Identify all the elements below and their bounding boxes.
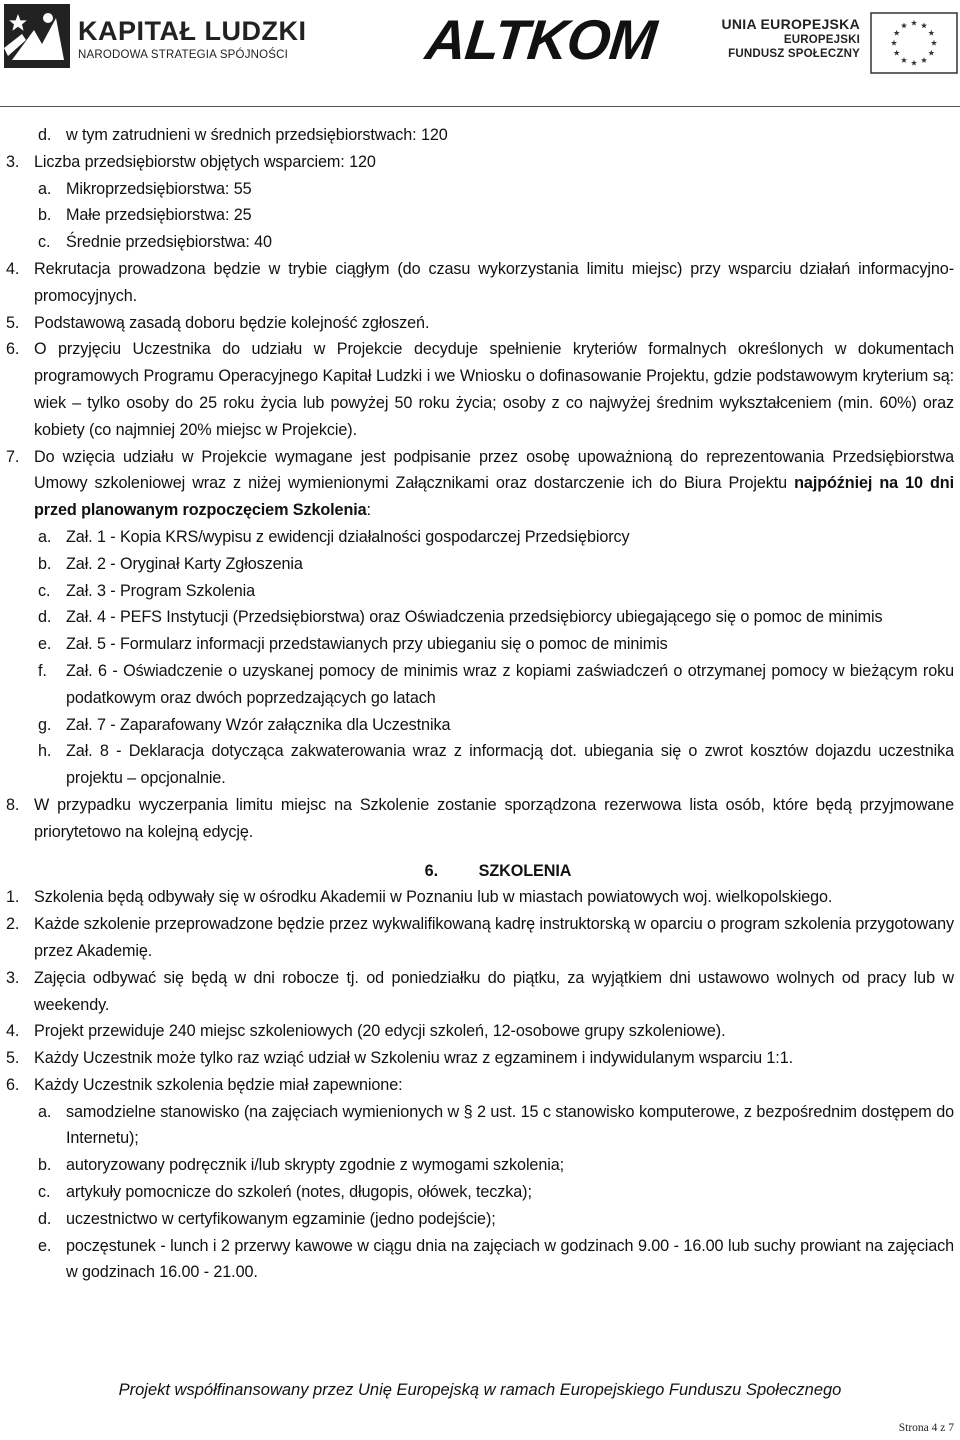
section-heading (0, 858, 960, 885)
eu-flag-icon (870, 12, 958, 74)
list-item-text: Szkolenia będą odbywały się w ośrodku Akademii w Poznaniu lub w miastach powiatowych woj. wielkopolskiego. (34, 888, 833, 907)
list-item-number: 6. (6, 340, 20, 359)
list-item-text: w tym zatrudnieni w średnich przedsiębiorstwach: 120 (66, 126, 448, 144)
altkom-logo-text: ALTKOM (422, 8, 659, 71)
sub-list-item (0, 1099, 960, 1153)
list-item-text: Zał. 5 - Formularz informacji przedstawianych przy ubieganiu się o pomoc de minimis (66, 635, 668, 654)
list-item-text: Zał. 6 - Oświadczenie o uzyskanej pomocy de minimis wraz z kopiami zaświadczeń o otrzymanej pomocy w bieżącym roku podatkowym oraz dwóch poprzedzających go latach (66, 661, 954, 707)
requirements-list (0, 122, 960, 846)
page-header (0, 0, 960, 108)
document-body (0, 122, 960, 1286)
list-item-text: artykuły pomocnicze do szkoleń (notes, długopis, ołówek, teczka); (66, 1183, 532, 1202)
list-item (0, 1045, 960, 1072)
list-item-number: d. (38, 1209, 52, 1228)
list-item-text: Liczba przedsiębiorstw objętych wsparciem: 120 (34, 152, 376, 171)
kapital-ludzki-emblem-icon (4, 4, 70, 68)
list-item-bold-text: najpóźniej na 10 dni przed planowanym rozpoczęciem Szkolenia (34, 474, 954, 520)
list-item-number: f. (38, 661, 47, 680)
sub-list-item (0, 1206, 960, 1233)
list-item-text: Średnie przedsiębiorstwa: 40 (66, 233, 272, 252)
eu-logo-text (721, 16, 860, 60)
list-item-text: O przyjęciu Uczestnika do udziału w Projekcie decyduje spełnienie kryteriów formalnych określonych w dokumentach programowych Programu Operacyjnego Kapitał Ludzki i we Wniosku o dofinasowanie Projektu, gdzie podstawowym kryterium są: wiek – tylko osoby do 25 roku życia lub powyżej 50 roku życia; osoby z co najwyżej średnim wykształceniem (min. 60%) oraz kobiety (co najmniej 20% miejsc w Projekcie). (34, 340, 954, 439)
list-item-text: Zał. 4 - PEFS Instytucji (Przedsiębiorstwa) oraz Oświadczenia przedsiębiorcy ubiegającego się o pomoc de minimis (66, 608, 883, 627)
list-item-number: 1. (6, 888, 20, 907)
eu-logo (721, 12, 958, 76)
list-item-text: Zajęcia odbywać się będą w dni robocze tj. od poniedziałku do piątku, za wyjątkiem dni ustawowo wolnych od pracy lub w weekendy. (34, 968, 954, 1014)
list-item-text: Każde szkolenie przeprowadzone będzie przez wykwalifikowaną kadrę instruktorską w oparciu o program szkolenia przygotowany przez Akademię. (34, 915, 954, 960)
list-item-text: Zał. 7 - Zaparafowany Wzór załącznika dla Uczestnika (66, 715, 451, 734)
list-item (0, 444, 960, 524)
list-item-number: 4. (6, 1022, 20, 1041)
list-item-number: g. (38, 715, 52, 734)
sub-list-item (0, 631, 960, 658)
sub-list-item (0, 1233, 960, 1287)
list-item-number: 7. (6, 447, 20, 466)
sub-list-item (0, 1179, 960, 1206)
list-item-text: autoryzowany podręcznik i/lub skrypty zgodnie z wymogami szkolenia; (66, 1156, 565, 1175)
list-item (0, 310, 960, 337)
list-item-number: d. (38, 608, 52, 627)
list-item (0, 256, 960, 310)
sub-list-item (0, 712, 960, 739)
sub-list-item (0, 122, 960, 149)
training-list (0, 884, 960, 1286)
footer-cofinancing-note: Projekt współfinansowany przez Unię Europejską w ramach Europejskiego Funduszu Społecznego (118, 1381, 842, 1399)
list-item-text: Małe przedsiębiorstwa: 25 (66, 206, 252, 225)
list-item (0, 1018, 960, 1045)
list-item-text: samodzielne stanowisko (na zajęciach wymienionych w § 2 ust. 15 c stanowisko komputerowe, z bezpośrednim dostępem do Internetu); (66, 1102, 954, 1148)
list-item (0, 336, 960, 443)
list-item-number: c. (38, 1183, 51, 1202)
eu-logo-line2: EUROPEJSKI (783, 34, 860, 46)
list-item-number: 6. (6, 1075, 20, 1094)
list-item-text: Projekt przewiduje 240 miejsc szkoleniowych (20 edycji szkoleń, 12-osobowe grupy szkoleniowe). (34, 1022, 726, 1041)
list-item-number: 3. (6, 968, 20, 987)
list-item-text: uczestnictwo w certyfikowanym egzaminie (jedno podejście); (66, 1209, 496, 1228)
list-item-number: 5. (6, 313, 20, 332)
sub-list-item (0, 176, 960, 203)
sub-list-item (0, 604, 960, 631)
list-item-number: a. (38, 1102, 52, 1121)
list-item-text: Zał. 8 - Deklaracja dotycząca zakwaterowania wraz z informacją dot. ubiegania się o zwrot kosztów dojazdu uczestnika projektu – opcjonalnie. (66, 742, 954, 788)
sub-list-item (0, 1152, 960, 1179)
list-item-number: 3. (6, 152, 20, 171)
sub-list-item (0, 202, 960, 229)
sub-list-item (0, 524, 960, 551)
list-item-text: Każdy Uczestnik szkolenia będzie miał zapewnione: (34, 1075, 403, 1094)
sub-list-item (0, 229, 960, 256)
sub-list-item (0, 551, 960, 578)
list-item-number: 4. (6, 259, 20, 278)
list-item-number: b. (38, 1156, 52, 1175)
list-item (0, 792, 960, 846)
list-item-text: Rekrutacja prowadzona będzie w trybie ciągłym (do czasu wykorzystania limitu miejsc) przy wsparciu działań informacyjno-promocyjnych. (34, 259, 954, 305)
list-item-text-end: : (366, 501, 371, 520)
list-item-number: a. (38, 179, 52, 198)
sub-list-item (0, 658, 960, 712)
list-item-number: e. (38, 1236, 52, 1255)
list-item-number: 8. (6, 795, 20, 814)
list-item-number: c. (38, 233, 51, 252)
kapital-ludzki-logo (4, 4, 307, 68)
list-item-number: 5. (6, 1049, 20, 1068)
header-divider (0, 106, 960, 107)
list-item-text: Zał. 3 - Program Szkolenia (66, 581, 256, 600)
sub-list-item (0, 738, 960, 792)
section-number: 6. (424, 861, 438, 880)
list-item (0, 1072, 960, 1099)
section-title: SZKOLENIA (478, 861, 572, 880)
list-item-text: W przypadku wyczerpania limitu miejsc na Szkolenie zostanie sporządzona rezerwowa lista osób, które będą przyjmowane priorytetowo na kolejną edycję. (34, 795, 954, 841)
kapital-ludzki-subtitle: NARODOWA STRATEGIA SPÓJNOŚCI (78, 49, 289, 61)
list-item (0, 884, 960, 911)
list-item-text: poczęstunek - lunch i 2 przerwy kawowe w ciągu dnia na zajęciach w godzinach 9.00 - 16.00 lub suchy prowiant na zajęciach w godzinach 16.00 - 21.00. (66, 1236, 954, 1282)
list-item-number: c. (38, 581, 51, 600)
list-item-number: b. (38, 554, 52, 573)
list-item (0, 149, 960, 176)
eu-logo-line1: UNIA EUROPEJSKA (721, 16, 860, 32)
list-item-text: Do wzięcia udziału w Projekcie wymagane jest podpisanie przez osobę upoważnioną do reprezentowania Przedsiębiorstwa Umowy szkoleniowej wraz z niżej wymienionymi Załącznikami oraz dostarczenie ich do Biura Projektu (34, 447, 954, 493)
list-item (0, 965, 960, 1019)
sub-list-item (0, 578, 960, 605)
list-item-text: Mikroprzedsiębiorstwa: 55 (66, 179, 252, 198)
list-item (0, 911, 960, 965)
kapital-ludzki-title: KAPITAŁ LUDZKI (78, 16, 307, 46)
list-item-number: 2. (6, 915, 20, 934)
list-item-text: Każdy Uczestnik może tylko raz wziąć udział w Szkoleniu wraz z egzaminem i indywidulanym wsparciu 1:1. (34, 1049, 793, 1068)
list-item-number: h. (38, 742, 52, 761)
list-item-text: Zał. 1 - Kopia KRS/wypisu z ewidencji działalności gospodarczej Przedsiębiorcy (66, 527, 630, 546)
list-item-text: Podstawową zasadą doboru będzie kolejność zgłoszeń. (34, 313, 430, 332)
eu-logo-line3: FUNDUSZ SPOŁECZNY (728, 48, 860, 60)
altkom-logo (422, 8, 659, 71)
list-item-number: d. (38, 126, 52, 144)
page-number: Strona 4 z 7 (898, 1422, 954, 1434)
list-item-number: e. (38, 635, 52, 654)
list-item-number: b. (38, 206, 52, 225)
list-item-number: a. (38, 527, 52, 546)
list-item-text: Zał. 2 - Oryginał Karty Zgłoszenia (66, 554, 303, 573)
